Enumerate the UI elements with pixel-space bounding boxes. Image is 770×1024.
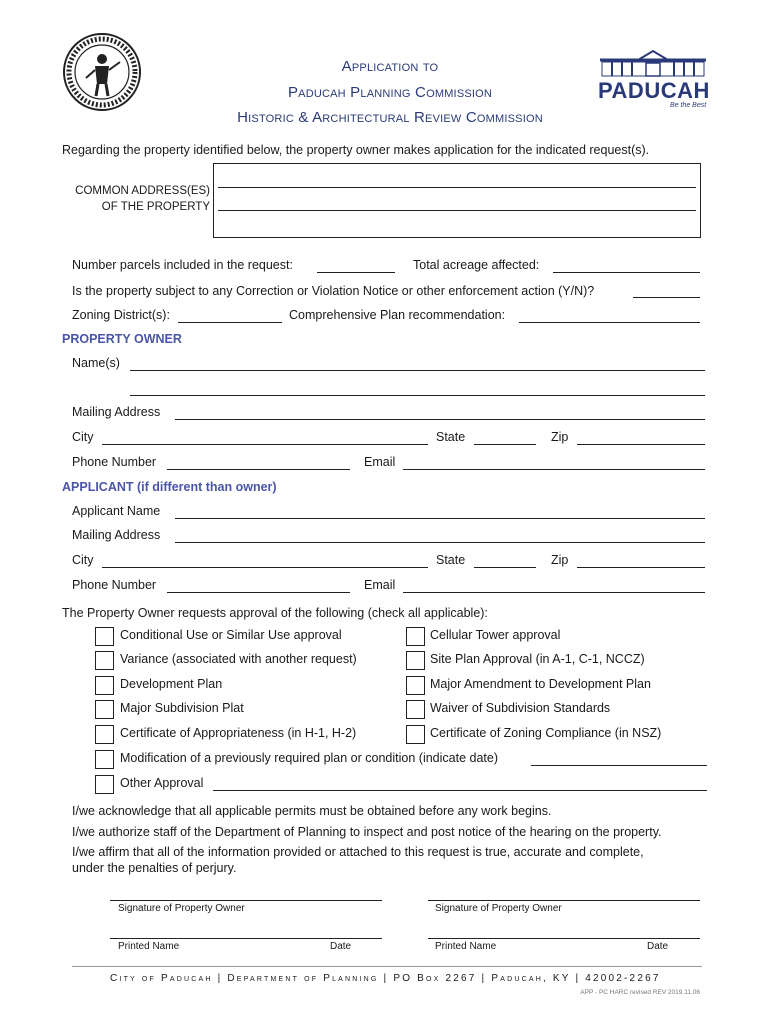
ack-line-1: I/we acknowledge that all applicable permits must be obtained before any work begins. [72,804,552,818]
building-icon [598,48,708,78]
applicant-email-label: Email [364,578,396,592]
right-checkbox-label: Major Amendment to Development Plan [430,677,651,691]
owner-name-field-1[interactable] [130,370,705,371]
applicant-email-field[interactable] [403,592,705,593]
left-checkbox-label: Development Plan [120,677,223,691]
printed-name-line-2[interactable] [428,938,700,939]
applicant-phone-label: Phone Number [72,578,157,592]
violation-field[interactable] [633,297,700,298]
applicant-zip-field[interactable] [577,567,705,568]
comp-plan-label: Comprehensive Plan recommendation: [289,308,506,322]
zoning-field[interactable] [178,322,282,323]
paducah-logo [598,48,708,110]
right-checkbox-label: Site Plan Approval (in A-1, C-1, NCCZ) [430,652,645,666]
applicant-mailing-label: Mailing Address [72,528,161,542]
checkbox-modification-label: Modification of a previously required plan or condition (indicate date) [120,751,498,765]
applicant-zip-label: Zip [551,553,569,567]
title-line-1: Application to [341,58,439,75]
owner-email-field[interactable] [403,469,705,470]
owner-zip-field[interactable] [577,444,705,445]
owner-city-field[interactable] [102,444,428,445]
modification-date-field[interactable] [531,765,707,766]
left-checkbox[interactable] [95,627,114,646]
owner-city-label: City [72,430,94,444]
applicant-city-field[interactable] [102,567,428,568]
applicant-state-field[interactable] [474,567,536,568]
ack-line-3: I/we affirm that all of the information provided or attached to this request is true, accurate and complete, [72,845,644,859]
applicant-name-label: Applicant Name [72,504,161,518]
address-label-2: OF THE PROPERTY [101,201,210,213]
property-owner-heading: PROPERTY OWNER [62,332,182,346]
owner-phone-field[interactable] [167,469,350,470]
footer-rule [72,966,702,967]
logo-wordmark: PADUCAH [598,78,710,103]
right-checkbox-label: Waiver of Subdivision Standards [430,701,611,715]
left-checkbox-label: Variance (associated with another request) [120,652,357,666]
applicant-phone-field[interactable] [167,592,350,593]
checkbox-modification[interactable] [95,750,114,769]
parcels-label: Number parcels included in the request: [72,258,293,272]
right-checkbox[interactable] [406,651,425,670]
intro-text: Regarding the property identified below, the property owner makes application for the indicated request(s). [62,143,650,157]
logo-tagline: Be the Best [670,102,707,109]
address-label-1: COMMON ADDRESS(ES) [75,185,210,197]
applicant-name-field[interactable] [175,518,705,519]
comp-plan-field[interactable] [519,322,700,323]
applicant-state-label: State [436,553,466,567]
right-checkbox-label: Cellular Tower approval [430,628,561,642]
zoning-label: Zoning District(s): [72,308,170,322]
owner-name-field-2[interactable] [130,395,705,396]
footer-address: City of Paducah | Department of Planning | PO Box 2267 | Paducah, KY | 42002-2267 [110,973,661,984]
right-checkbox[interactable] [406,725,425,744]
other-approval-field[interactable] [213,790,707,791]
printed-name-label-2: Printed Name [435,941,497,952]
requests-intro: The Property Owner requests approval of the following (check all applicable): [62,606,488,620]
left-checkbox-label: Certificate of Appropriateness (in H-1, H-2) [120,726,357,740]
title-line-2: Paducah Planning Commission [287,84,493,101]
left-checkbox[interactable] [95,651,114,670]
owner-mailing-field[interactable] [175,419,705,420]
violation-label: Is the property subject to any Correction or Violation Notice or other enforcement action (Y/N)? [72,284,595,298]
checkbox-other-label: Other Approval [120,776,204,790]
signature-label-1: Signature of Property Owner [118,903,245,914]
applicant-heading: APPLICANT (if different than owner) [62,480,277,494]
signature-line-2[interactable] [428,900,700,901]
signature-label-2: Signature of Property Owner [435,903,562,914]
printed-name-line-1[interactable] [110,938,382,939]
left-checkbox[interactable] [95,700,114,719]
applicant-mailing-field[interactable] [175,542,705,543]
revision-note: APP - PC HARC revised REV 2019.11.06 [580,989,700,996]
signature-line-1[interactable] [110,900,382,901]
owner-mailing-label: Mailing Address [72,405,161,419]
ack-line-2: I/we authorize staff of the Department of Planning to inspect and post notice of the hearing on the property. [72,825,662,839]
city-seal-icon [62,32,142,112]
left-checkbox[interactable] [95,725,114,744]
left-checkbox[interactable] [95,676,114,695]
owner-state-label: State [436,430,466,444]
ack-line-4: under the penalties of perjury. [72,861,237,875]
checkbox-other-approval[interactable] [95,775,114,794]
acreage-field[interactable] [553,272,700,273]
parcels-field[interactable] [317,272,395,273]
applicant-city-label: City [72,553,94,567]
acreage-label: Total acreage affected: [413,258,540,272]
date-label-1: Date [330,941,352,952]
address-input-box[interactable] [213,163,701,238]
right-checkbox[interactable] [406,676,425,695]
owner-email-label: Email [364,455,396,469]
owner-names-label: Name(s) [72,356,120,370]
left-checkbox-label: Conditional Use or Similar Use approval [120,628,342,642]
owner-phone-label: Phone Number [72,455,157,469]
right-checkbox-label: Certificate of Zoning Compliance (in NSZ) [430,726,662,740]
printed-name-label-1: Printed Name [118,941,180,952]
right-checkbox[interactable] [406,627,425,646]
owner-state-field[interactable] [474,444,536,445]
title-line-3: Historic & Architectural Review Commission [237,109,543,126]
left-checkbox-label: Major Subdivision Plat [120,701,244,715]
owner-zip-label: Zip [551,430,569,444]
right-checkbox[interactable] [406,700,425,719]
date-label-2: Date [647,941,669,952]
